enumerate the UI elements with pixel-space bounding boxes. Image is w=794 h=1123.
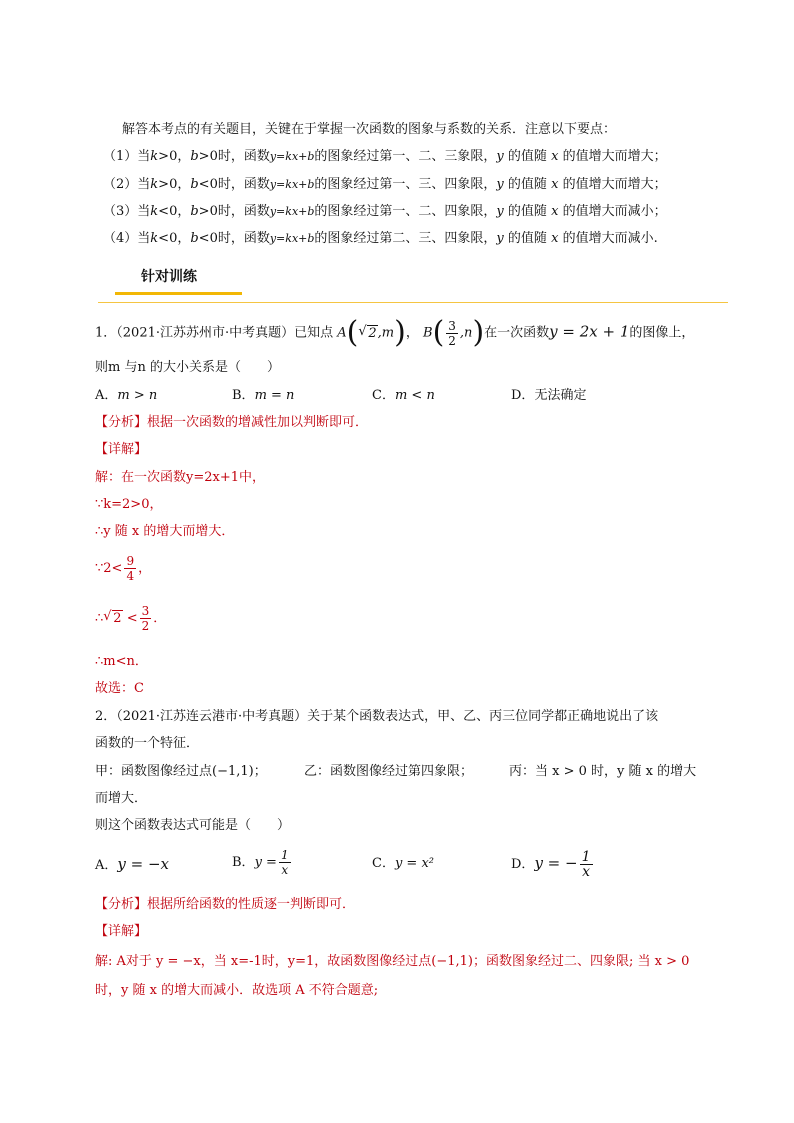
q2-condition-bing: 丙：当 x > 0 时，y 随 x 的增大 [509,764,697,779]
section-divider [98,302,728,303]
q2-stem: 2．（2021·江苏连云港市·中考真题）关于某个函数表达式，甲、乙、丙三位同学都正确地说出了该 [95,709,659,724]
q2-question: 则这个函数表达式可能是（ ） [95,818,291,833]
q2-detail-tag: 【详解】 [95,924,148,939]
q1-detail-tag: 【详解】 [95,442,148,457]
q2-stem: 而增大． [95,791,148,806]
q2-stem: 函数的一个特征． [95,736,200,751]
q2-condition-jia: 甲：函数图像经过点(−1,1)； [95,764,267,779]
intro-point-1: （1）当k>0，b>0时，函数y=kx+b的图象经过第一、二、三象限，y 的值随 x 的值增大而增大； [103,149,667,164]
q1-solution-line: ∵k=2>0， [95,497,163,512]
q1-solution-line: ∴ √ 2 < $\frac{3}{2}$ ． [95,604,167,633]
q2-solution-line: 时，y 随 x 的增大而减小．故选项 A 不符合题意; [95,983,379,998]
q1-stem: 1．（2021·江苏苏州市·中考真题）已知点 A( √ 2,m)， B( $\frac{3}{2}$ ,n)在一次函数y = 2x + 1的图像上， [95,315,695,350]
q1-solution-line: 解：在一次函数y=2x+1中， [95,470,266,485]
q1-option-a: A．m > n [95,388,158,403]
q2-option-b: B．y = $\frac{1}{x}$ [232,848,289,877]
q1-analysis: 【分析】根据一次函数的增减性加以判断即可． [95,415,369,430]
q1-question: 则m 与n 的大小关系是（ ） [95,360,280,375]
q1-solution-line: ∴m<n． [95,654,148,669]
q1-option-b: B．m = n [232,388,295,403]
intro-line: 解答本考点的有关题目，关键在于掌握一次函数的图象与系数的关系．注意以下要点： [122,122,617,137]
q1-answer: 故选：C [95,681,144,696]
heading-underline [115,292,242,295]
q2-option-d: D．y = − $\frac{1}{x}$ [511,849,591,880]
q2-analysis: 【分析】根据所给函数的性质逐一判断即可． [95,897,356,912]
q1-solution-line: ∵2< $\frac{9}{4}$ ， [95,554,152,583]
q2-option-c: C．y = x² [372,856,434,871]
intro-point-4: （4）当k<0，b<0时，函数y=kx+b的图象经过第二、三、四象限，y 的值随 x 的值增大而减小. [103,231,658,246]
q2-condition-yi: 乙：函数图像经过第四象限； [304,764,474,779]
q1-option-c: C．m < n [372,388,435,403]
q2-solution-line: 解: A对于 y = −x，当 x=-1时，y=1，故函数图像经过点(−1,1)；函数图象经过二、四象限; 当 x > 0 [95,954,690,969]
intro-point-3: （3）当k<0，b>0时，函数y=kx+b的图象经过第一、二、四象限，y 的值随 x 的值增大而减小； [103,204,667,219]
intro-point-2: （2）当k>0，b<0时，函数y=kx+b的图象经过第一、三、四象限，y 的值随 x 的值增大而增大； [103,177,667,192]
q1-solution-line: ∴y 随 x 的增大而增大． [95,524,235,539]
section-heading: 针对训练 [141,269,197,285]
q2-option-a: A．y = −x [95,855,169,873]
q1-option-d: D．无法确定 [511,388,587,403]
